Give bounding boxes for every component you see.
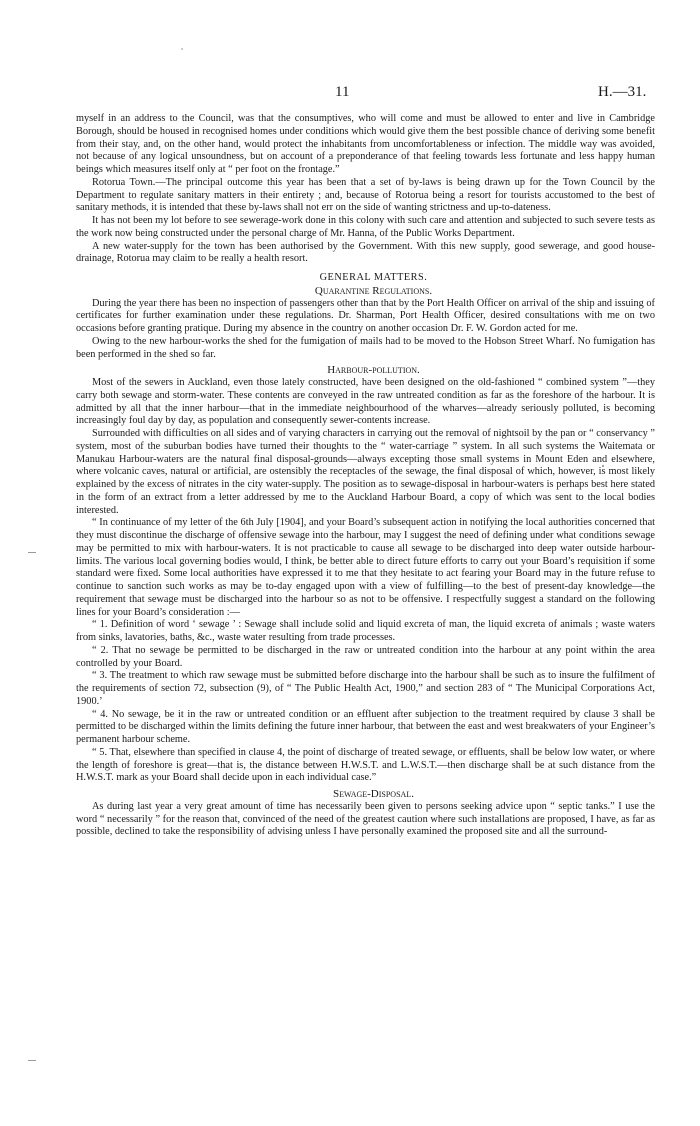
paragraph: Owing to the new harbour-works the shed for the fumigation of mails had to be moved to the Hobson Street Wharf. No fumigation has been performed in the shed so far.	[76, 335, 655, 360]
document-body	[76, 113, 655, 839]
top-speck	[181, 48, 183, 50]
subsection-heading: Harbour-pollution.	[327, 364, 420, 377]
page-number: 11	[335, 84, 350, 100]
paragraph: “ 5. That, elsewhere than specified in clause 4, the point of discharge of treated sewage, or effluents, shall be below low water, or where the length of foreshore is great—that is, the distance between H.W.S.T. and L.W.S.T.—then discharge shall be at such distance from the H.W.S.T. mark as your Board shall decide upon in each individual case.”	[76, 746, 655, 784]
paragraph: Most of the sewers in Auckland, even those lately constructed, have been designed on the old-fashioned “ combined system ”—they carry both sewage and storm-water. These contents are conveyed in the raw untreated condition as far as the foreshore of the harbour. It is admitted by all that the inner harbour—that in the immediate neighbourhood of the wharves—already seriously polluted, is becoming increasingly foul day by day, as population and consequently sewer-contents increase.	[76, 377, 655, 427]
paragraph: “ In continuance of my letter of the 6th July [1904], and your Board’s subsequent action in notifying the local authorities concerned that they must discontinue the discharge of offensive sewage into the harbour, may I suggest the need of defining under what conditions sewage may be permitted to mix with harbour-waters. It is not practicable to cause all sewage to be discharged into deep water outside harbour-limits. The various local governing bodies would, I think, be better able to direct future efforts to carry out your Board’s requisition if some standard were fixed. Some local authorities have expressed it to me that they hesitate to act fearing your Board may in the future refuse to continue to sanction such works as may be to-day engaged upon with a view of fulfilling—to the best of present-day knowledge—the requirement that sewage must be discharged into the harbour so as not to be offensive. I respectfully suggest a standard on the following lines for your Board’s consideration :—	[76, 517, 655, 618]
subsection-heading: Sewage-Disposal.	[333, 788, 414, 800]
paragraph: “ 4. No sewage, be it in the raw or untreated condition or an effluent after subjection to the treatment required by clause 3 shall be permitted to be discharged within the limits defining the future inner harbour, that between the east and west breakwaters of your Engineer’s permanent harbour scheme.	[76, 708, 655, 745]
paragraph: It has not been my lot before to see sewerage-work done in this colony with such care and attention and subjected to such severe tests as the work now being constructed under the personal charge of Mr. Hanna, of the Public Works Department.	[76, 215, 655, 239]
subsection-heading: Quarantine Regulations.	[314, 284, 433, 297]
paragraph: “ 3. The treatment to which raw sewage must be submitted before discharge into the harbour shall be such as to insure the fulfilment of the requirements of section 72, subsection (9), of “ The Public Health Act, 1900,” and section 283 of “ The Municipal Corporations Act, 1900.’	[76, 670, 655, 707]
paragraph: As during last year a very great amount of time has necessarily been given to persons seeking advice upon “ septic tanks.” I use the word “ necessarily ” for the reason that, convinced of the need of the greatest caution where such installations are proposed, I have, as far as possible, declined to take the responsibility of advising unless I have personally examined the proposed site and all the surround-	[76, 800, 655, 838]
paragraph: “ 1. Definition of word ‘ sewage ’ : Sewage shall include solid and liquid excreta of man, the liquid excreta of animals ; waste waters from sinks, lavatories, baths, &c., waste water resulting from trade processes.	[76, 619, 655, 643]
margin-mark	[28, 1060, 36, 1061]
paragraph: “ 2. That no sewage be permitted to be discharged in the raw or untreated condition into the harbour at any point within the area controlled by your Board.	[76, 644, 655, 669]
paragraph: A new water-supply for the town has been authorised by the Government. With this new supply, good sewerage, and good house-drainage, Rotorua may claim to be really a health resort.	[76, 240, 655, 265]
page-header	[0, 84, 700, 104]
document-reference: H.—31.	[598, 84, 647, 100]
paragraph: During the year there has been no inspection of passengers other than that by the Port Health Officer on arrival of the ship and issuing of certificates for further examination under these regulations. Dr. Sharman, Port Health Officer, desired consultations with me on two occasions before granting pratique. During my absence in the country on another occasion Dr. F. W. Gordon acted for me.	[76, 297, 655, 334]
section-heading: GENERAL MATTERS.	[319, 272, 428, 283]
paragraph: myself in an address to the Council, was that the consumptives, who will come and must be allowed to enter and live in Cambridge Borough, should be housed in recognised homes under conditions which would give them the best possible chance of deriving some benefit from their stay, and, on the other hand, would protect the inhabitants from uncomfortableness or infection. The middle way was avoided, not because of any logical unsoundness, but on account of a preponderance of that feeling towards less fortunate and less happy human beings which measures itself only at “ per foot on the frontage.”	[76, 113, 655, 175]
paragraph: Rotorua Town.—The principal outcome this year has been that a set of by-laws is being drawn up for the Town Council by the Department to regulate sanitary matters in their entirety ; and, because of Rotorua being a resort for tourists accustomed to the best of sanitary methods, it is intended that these by-laws shall not err on the side of wanting strictness and up-to-dateness.	[76, 176, 655, 214]
margin-mark	[28, 552, 36, 553]
paragraph: Surrounded with difficulties on all sides and of varying characters in carrying out the removal of nightsoil by the pan or “ conservancy ” system, most of the suburban bodies have turned their thoughts to the “ water-carriage ” system. In all such systems the Waitemata or Manukau Harbour-waters are the natural final disposal-grounds—always excepting those small systems in Mount Eden and elsewhere, where volcanic caves, natural or artificial, are ostensibly the receptacles of the sewage, the final disposal of which, however, is most likely explained by the excess of nitrates in the city water-supply. The position as to sewage-disposal in harbour-waters is perhaps best here stated in the form of an extract from a letter addressed by me to the Auckland Harbour Board, a copy of which was sent to the local bodies interested.	[76, 428, 655, 516]
